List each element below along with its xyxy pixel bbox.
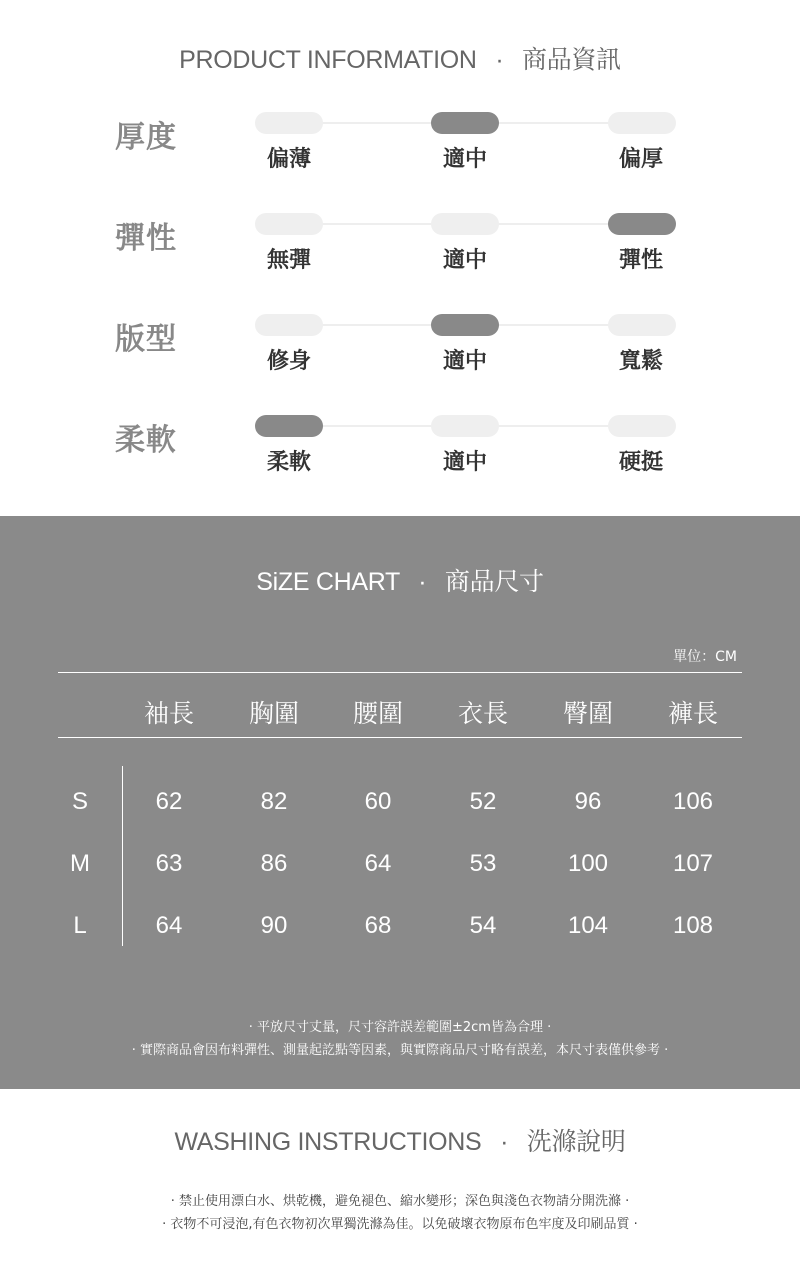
washing-title: [0, 1122, 800, 1158]
size-label: M: [70, 850, 90, 877]
size-label: L: [73, 912, 87, 939]
table-cell: 108: [672, 912, 714, 939]
table-cell: 86: [260, 850, 288, 877]
table-cell: 53: [469, 850, 497, 877]
scale-pill-selected: [431, 314, 499, 336]
table-cell: 106: [672, 788, 714, 815]
washing-note-1: · 禁止使用漂白水、烘乾機，避免褪色、縮水變形；深色與淺色衣物請分開洗滌 ·: [170, 1194, 630, 1209]
scale-option-label: 硬挺: [618, 450, 663, 475]
table-header-rule: [58, 737, 742, 738]
column-header: 腰圍: [352, 699, 403, 728]
column-header: 衣長: [457, 699, 508, 728]
size-chart-title-zh: 商品尺寸: [444, 568, 544, 596]
scale-pill: [255, 314, 323, 336]
table-cell: 100: [567, 850, 609, 877]
scale-option-label: 無彈: [266, 248, 311, 273]
table-cell: 52: [469, 788, 497, 815]
table-cell: 64: [155, 912, 183, 939]
table-cell: 68: [364, 912, 392, 939]
column-header: 袖長: [143, 699, 194, 728]
scale-pill-selected: [431, 112, 499, 134]
table-cell: 104: [567, 912, 609, 939]
product-info-title-zh: 商品資訊: [522, 46, 621, 74]
table-cell: 82: [260, 788, 288, 815]
product-info-title-en: PRODUCT INFORMATION: [179, 46, 477, 74]
attribute-label: 彈性: [115, 221, 177, 256]
table-cell: 62: [155, 788, 183, 815]
unit-label: 單位：CM: [673, 649, 737, 665]
attribute-row: [0, 314, 800, 384]
column-header: 褲長: [667, 699, 718, 728]
size-label: S: [71, 788, 88, 815]
attribute-row: [0, 112, 800, 182]
table-top-rule: [58, 672, 742, 673]
scale-pill: [608, 112, 676, 134]
title-separator: ·: [500, 1128, 509, 1156]
scale-pill-selected: [255, 415, 323, 437]
column-header: 臀圍: [562, 699, 613, 728]
size-note-1: · 平放尺寸丈量，尺寸容許誤差範圍±2cm皆為合理 ·: [248, 1020, 552, 1035]
table-cell: 64: [364, 850, 392, 877]
scale-option-label: 偏薄: [266, 147, 311, 172]
size-chart-section: [0, 516, 800, 1089]
scale-option-label: 寬鬆: [618, 349, 663, 374]
scale-pill: [255, 112, 323, 134]
scale-pill: [608, 415, 676, 437]
title-separator: ·: [495, 46, 504, 74]
size-chart-title-en: SiZE CHART: [256, 568, 400, 596]
size-chart-title: [0, 562, 800, 598]
size-note-2: · 實際商品會因布料彈性、測量起訖點等因素，與實際商品尺寸略有誤差，本尺寸表僅供參考 ·: [131, 1043, 669, 1058]
washing-note-2: · 衣物不可浸泡,有色衣物初次單獨洗滌為佳。以免破壞衣物原布色牢度及印刷品質 ·: [162, 1217, 638, 1232]
scale-pill: [431, 415, 499, 437]
table-cell: 107: [672, 850, 714, 877]
table-cell: 96: [574, 788, 602, 815]
scale-option-label: 彈性: [618, 248, 663, 273]
table-cell: 54: [469, 912, 497, 939]
table-cell: 63: [155, 850, 183, 877]
attribute-label: 柔軟: [115, 423, 177, 458]
attribute-label: 厚度: [115, 120, 177, 155]
title-separator: ·: [418, 568, 427, 596]
column-header: 胸圍: [248, 699, 299, 728]
scale-pill: [255, 213, 323, 235]
scale-option-label: 柔軟: [266, 450, 311, 475]
attribute-label: 版型: [115, 322, 177, 357]
attribute-row: [0, 415, 800, 485]
scale-option-label: 適中: [442, 450, 487, 475]
scale-option-label: 適中: [442, 147, 487, 172]
scale-option-label: 修身: [266, 349, 311, 374]
scale-option-label: 適中: [442, 248, 487, 273]
scale-pill-selected: [608, 213, 676, 235]
scale-pill: [431, 213, 499, 235]
table-cell: 60: [364, 788, 392, 815]
product-info-title: [0, 40, 800, 76]
scale-option-label: 偏厚: [618, 147, 663, 172]
scale-option-label: 適中: [442, 349, 487, 374]
scale-pill: [608, 314, 676, 336]
washing-title-zh: 洗滌說明: [526, 1128, 626, 1156]
table-cell: 90: [260, 912, 288, 939]
attribute-row: [0, 213, 800, 283]
washing-title-en: WASHING INSTRUCTIONS: [174, 1128, 482, 1156]
